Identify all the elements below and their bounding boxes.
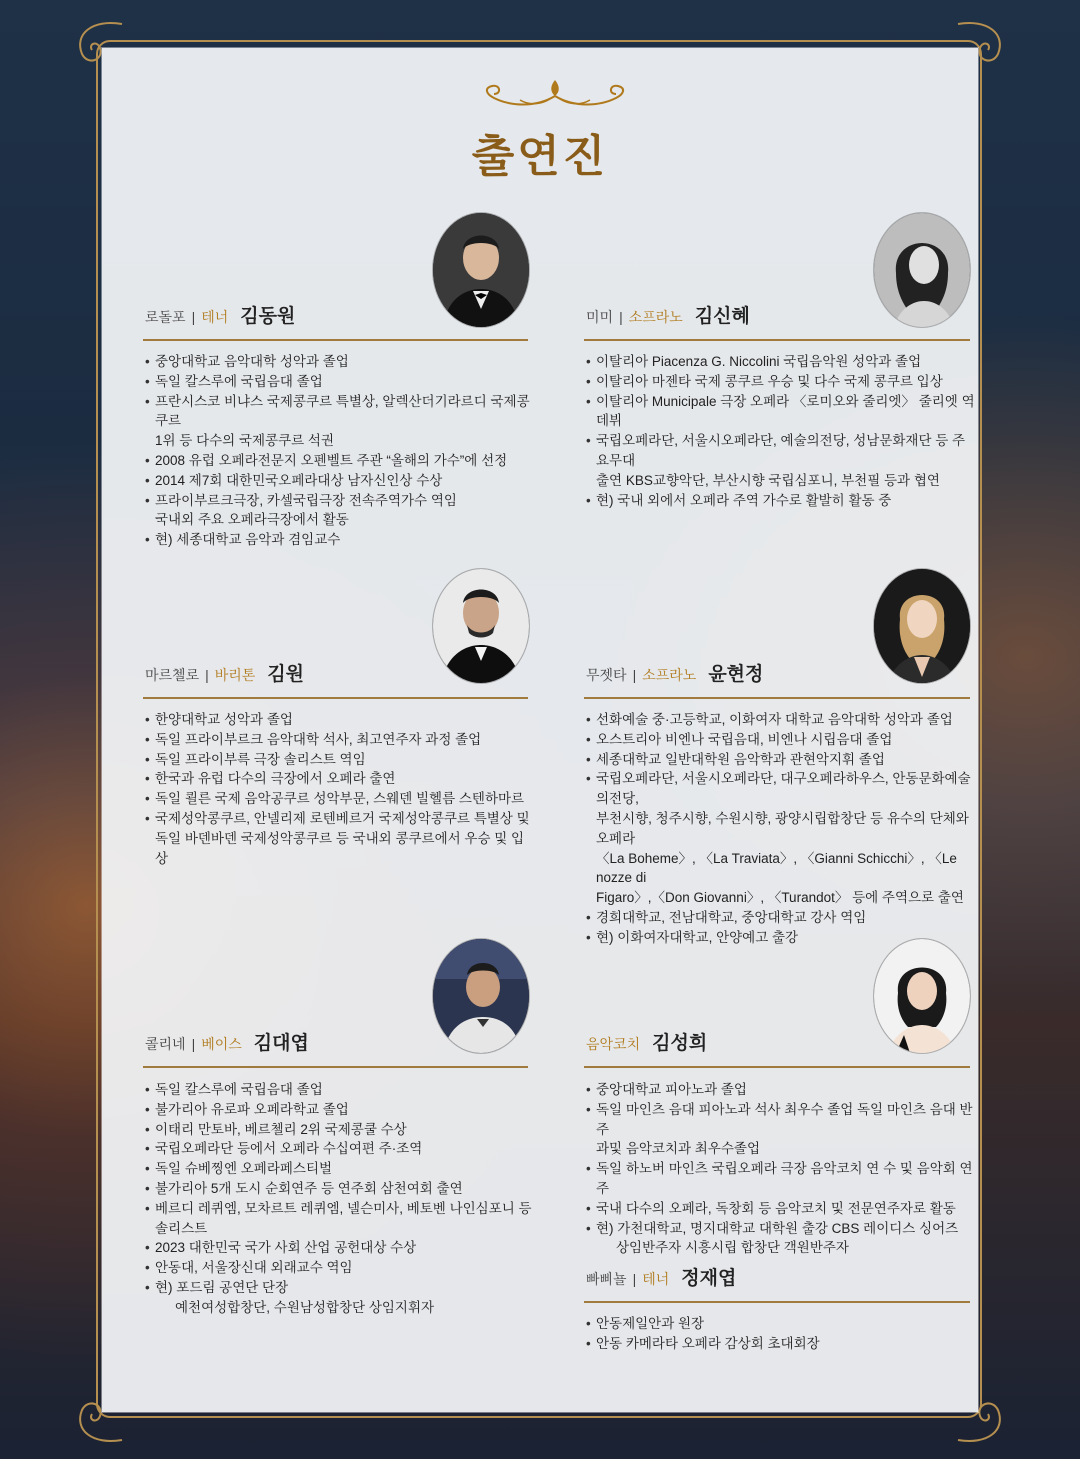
divider: [143, 1066, 528, 1068]
performer-bio: [586, 1080, 978, 1258]
divider: [584, 1301, 970, 1303]
bio-item: • 안동대, 서울장신대 외래교수 역임: [145, 1258, 535, 1278]
performer-name-row: [145, 659, 304, 689]
bio-item: Figaro〉,〈Don Giovanni〉, 〈Turandot〉 등에 주역으로 출연: [596, 890, 964, 906]
bio-item: • 2023 대한민국 국가 사회 산업 공헌대상 수상: [145, 1238, 535, 1258]
performer-name-row: [586, 659, 763, 689]
bio-item: • 현) 국내 외에서 오페라 주역 가수로 활발히 활동 중: [586, 491, 976, 511]
separator: |: [619, 309, 623, 325]
performer-photo: [874, 213, 970, 327]
bio-item: 출연 KBS교향악단, 부산시향 국립심포니, 부천필 등과 협연: [596, 472, 940, 488]
bio-item: • 이탈리아 Piacenza G. Niccolini 국립음악원 성악과 졸업: [586, 352, 976, 372]
bio-item: • 독일 마인츠 음대 피아노과 석사 최우수 졸업 독일 마인츠 음대 반주: [586, 1100, 978, 1140]
bio-item: 솔리스트: [155, 1220, 208, 1236]
divider: [584, 1066, 970, 1068]
separator: |: [205, 667, 209, 683]
bio-item: • 선화예술 중·고등학교, 이화여자 대학교 음악대학 성악과 졸업: [586, 710, 978, 730]
bio-item: 1위 등 다수의 국제콩쿠르 석권: [155, 433, 335, 449]
performer-photo: [433, 569, 529, 683]
bio-item: • 독일 슈베찡엔 오페라페스티벌: [145, 1159, 535, 1179]
separator: |: [191, 1036, 196, 1052]
bio-item: 부천시향, 청주시향, 수원시향, 광양시립합창단 등 유수의 단체와 오페라: [596, 810, 969, 846]
bio-item: 국내외 주요 오페라극장에서 활동: [155, 512, 349, 528]
bio-item: 독일 바덴바덴 국제성악콩쿠르 등 국내외 콩쿠르에서 우승 및 입상: [155, 830, 525, 866]
performer-role: 음악코치: [586, 1036, 641, 1052]
performer-bio: [145, 352, 535, 550]
performer-role: 콜리네: [145, 1036, 186, 1052]
performer-role: 미미: [586, 309, 614, 325]
bio-item: • 프란시스코 비냐스 국제콩쿠르 특별상, 알렉산더기라르디 국제콩쿠르: [145, 392, 535, 432]
bio-item: • 현) 포드림 공연단 단장: [145, 1278, 535, 1298]
bio-item: • 세종대학교 일반대학원 음악학과 관현악지휘 졸업: [586, 750, 978, 770]
performer-name-row: [586, 301, 750, 331]
bio-item: • 현) 가천대학교, 명지대학교 대학원 출강 CBS 레이디스 싱어즈: [586, 1219, 978, 1239]
bio-item: • 중앙대학교 음악대학 성악과 졸업: [145, 352, 535, 372]
bio-item: • 불가리아 5개 도시 순회연주 등 연주회 삼천여회 출연: [145, 1179, 535, 1199]
bio-item: • 국립오페라단, 서울시오페라단, 예술의전당, 성남문화재단 등 주요무대: [586, 431, 976, 471]
performer-photo: [874, 939, 970, 1053]
bio-item: • 이탈리아 Municipale 극장 오페라 〈로미오와 줄리엣〉 줄리엣 역 데뷔: [586, 392, 976, 432]
separator: |: [632, 667, 637, 683]
performer-role: 무젯타: [586, 667, 627, 683]
performer-bio: [145, 1080, 535, 1318]
bio-item: • 안동제일안과 원장: [586, 1314, 978, 1334]
performer-photo: [433, 213, 529, 327]
page-title: 출연진: [471, 131, 609, 182]
performer-voice: 바리톤: [214, 667, 256, 683]
bio-item: • 프라이부르크극장, 카셀국립극장 전속주역가수 역임: [145, 491, 535, 511]
performer-voice: 테너: [201, 309, 229, 325]
divider: [143, 697, 528, 699]
bio-item: • 한국과 유럽 다수의 극장에서 오페라 출연: [145, 769, 535, 789]
bio-item: • 중앙대학교 피아노과 졸업: [586, 1080, 978, 1100]
performer-name: 윤현정: [708, 664, 764, 685]
performer-name: 김동원: [240, 306, 296, 327]
bio-item: • 이탈리아 마젠타 국제 콩쿠르 우승 및 다수 국제 콩쿠르 입상: [586, 372, 976, 392]
performer-name-row: [145, 1028, 309, 1058]
performer-name: 김원: [267, 664, 305, 685]
bio-item: • 오스트리아 비엔나 국립음대, 비엔나 시립음대 졸업: [586, 730, 978, 750]
bio-item: 상임반주자 시흥시립 합창단 객원반주자: [616, 1240, 849, 1256]
performer-photo: [874, 569, 970, 683]
performer-bio: [586, 710, 978, 948]
performer-name: 김신혜: [694, 306, 750, 327]
bio-item: • 이태리 만토바, 베르첼리 2위 국제콩쿨 수상: [145, 1120, 535, 1140]
performer-voice: 베이스: [201, 1036, 242, 1052]
bio-item: • 독일 하노버 마인츠 국립오페라 극장 음악코치 연 수 및 음악회 연주: [586, 1159, 978, 1199]
performer-name-row: [586, 1028, 707, 1058]
bio-item: • 국제성악콩쿠르, 안넬리제 로텐베르거 국제성악콩쿠르 특별상 및: [145, 809, 535, 829]
bio-item: • 2014 제7회 대한민국오페라대상 남자신인상 수상: [145, 471, 535, 491]
performer-voice: 테너: [642, 1271, 670, 1287]
divider: [584, 339, 970, 341]
bio-item: • 한양대학교 성악과 졸업: [145, 710, 535, 730]
separator: |: [632, 1271, 637, 1287]
performer-name: 김대엽: [253, 1033, 309, 1054]
performer-name: 정재엽: [681, 1268, 737, 1289]
bio-item: 예천여성합창단, 수원남성합창단 상임지휘자: [175, 1299, 435, 1315]
title-flourish-icon: [480, 72, 630, 112]
bio-item: • 베르디 레퀴엠, 모차르트 레퀴엠, 넬슨미사, 베토벤 나인심포니 등: [145, 1199, 535, 1219]
bio-item: • 안동 카메라타 오페라 감상회 초대회장: [586, 1334, 978, 1354]
performer-role: 로돌포: [145, 309, 186, 325]
divider: [143, 339, 528, 341]
bio-item: • 독일 칼스루에 국립음대 졸업: [145, 372, 535, 392]
separator: |: [191, 309, 196, 325]
bio-item: • 독일 쾰른 국제 음악공쿠르 성악부문, 스웨덴 빌헬름 스텐하마르: [145, 789, 535, 809]
bio-item: 〈La Boheme〉, 〈La Traviata〉, 〈Gianni Schicchi〉, 〈Le nozze di: [596, 850, 957, 886]
bio-item: • 독일 칼스루에 국립음대 졸업: [145, 1080, 535, 1100]
bio-item: • 독일 프라이부륵 극장 솔리스트 역임: [145, 750, 535, 770]
bio-item: • 국내 다수의 오페라, 독창회 등 음악코치 및 전문연주자로 활동: [586, 1199, 978, 1219]
bio-item: • 국립오페라단 등에서 오페라 수십여편 주·조역: [145, 1139, 535, 1159]
performer-name-row: [586, 1263, 736, 1293]
performer-role: 빠삐뇰: [586, 1271, 627, 1287]
performer-bio: [586, 1314, 978, 1354]
performer-bio: [145, 710, 535, 868]
performer-voice: 소프라노: [628, 309, 683, 325]
bio-item: • 독일 프라이부르크 음악대학 석사, 최고연주자 과정 졸업: [145, 730, 535, 750]
bio-item: • 경희대학교, 전남대학교, 중앙대학교 강사 역임: [586, 908, 978, 928]
bio-item: • 불가리아 유로파 오페라학교 졸업: [145, 1100, 535, 1120]
bio-item: • 현) 세종대학교 음악과 겸임교수: [145, 530, 535, 550]
bio-item: • 2008 유럽 오페라전문지 오펜벨트 주관 “올해의 가수”에 선정: [145, 451, 535, 471]
divider: [584, 697, 970, 699]
bio-item: 과및 음악코치과 최우수졸업: [596, 1141, 760, 1157]
performer-name: 김성희: [652, 1033, 708, 1054]
performer-name-row: [145, 301, 295, 331]
performer-photo: [433, 939, 529, 1053]
performer-voice: 소프라노: [642, 667, 697, 683]
performer-role: 마르첼로: [145, 667, 200, 683]
bio-item: • 국립오페라단, 서울시오페라단, 대구오페라하우스, 안동문화예술의전당,: [586, 769, 978, 809]
bio-item: • 현) 이화여자대학교, 안양예고 출강: [586, 928, 978, 948]
performer-bio: [586, 352, 976, 510]
